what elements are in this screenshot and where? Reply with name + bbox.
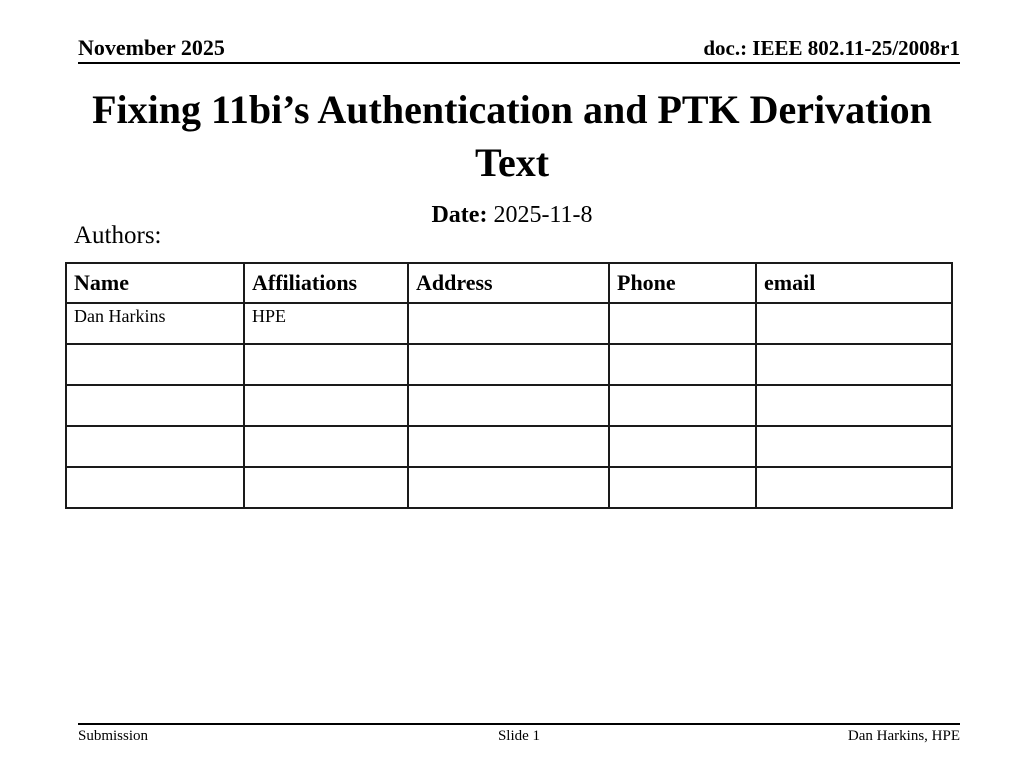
header-date: November 2025 xyxy=(78,35,225,60)
table-cell-affiliation: HPE xyxy=(244,303,408,344)
date-label: Date: xyxy=(431,202,488,228)
table-cell-name: Dan Harkins xyxy=(66,303,244,344)
table-row xyxy=(66,426,952,467)
table-cell-name xyxy=(66,344,244,385)
column-header-affiliations: Affiliations xyxy=(244,263,408,303)
table-row xyxy=(66,344,952,385)
header-doc-number: doc.: IEEE 802.11-25/2008r1 xyxy=(703,36,960,61)
table-cell-phone xyxy=(609,385,756,426)
footer-slide-number: Slide 1 xyxy=(497,728,541,744)
table-cell-name xyxy=(66,467,244,508)
table-cell-email xyxy=(756,303,952,344)
table-cell-phone xyxy=(609,426,756,467)
footer-author: Dan Harkins, HPE xyxy=(847,728,960,744)
table-cell-email xyxy=(756,344,952,385)
table-cell-address xyxy=(408,467,609,508)
table-cell-affiliation xyxy=(244,344,408,385)
table-cell-address xyxy=(408,303,609,344)
column-header-phone: Phone xyxy=(609,263,756,303)
footer-submission: Submission xyxy=(78,728,149,744)
table-row xyxy=(66,303,952,344)
table-cell-address xyxy=(408,426,609,467)
table-cell-name xyxy=(66,426,244,467)
table-cell-name xyxy=(66,385,244,426)
table-cell-phone xyxy=(609,467,756,508)
table-cell-phone xyxy=(609,303,756,344)
table-cell-affiliation xyxy=(244,426,408,467)
table-cell-phone xyxy=(609,344,756,385)
slide-footer xyxy=(78,723,960,745)
table-cell-email xyxy=(756,385,952,426)
date-value: 2025-11-8 xyxy=(493,202,593,228)
table-cell-email xyxy=(756,426,952,467)
title-block xyxy=(0,84,1024,190)
table-cell-email xyxy=(756,467,952,508)
authors-table xyxy=(65,262,953,509)
column-header-address: Address xyxy=(408,263,609,303)
column-header-name: Name xyxy=(66,263,244,303)
table-row xyxy=(66,385,952,426)
column-header-email: email xyxy=(756,263,952,303)
table-cell-affiliation xyxy=(244,467,408,508)
slide-title: Fixing 11bi’s Authentication and PTK Derivation Text xyxy=(92,87,932,185)
table-cell-address xyxy=(408,385,609,426)
table-header-row xyxy=(66,263,952,303)
table-cell-affiliation xyxy=(244,385,408,426)
authors-label: Authors: xyxy=(74,222,162,249)
table-row xyxy=(66,467,952,508)
slide-header xyxy=(78,36,960,64)
table-cell-address xyxy=(408,344,609,385)
